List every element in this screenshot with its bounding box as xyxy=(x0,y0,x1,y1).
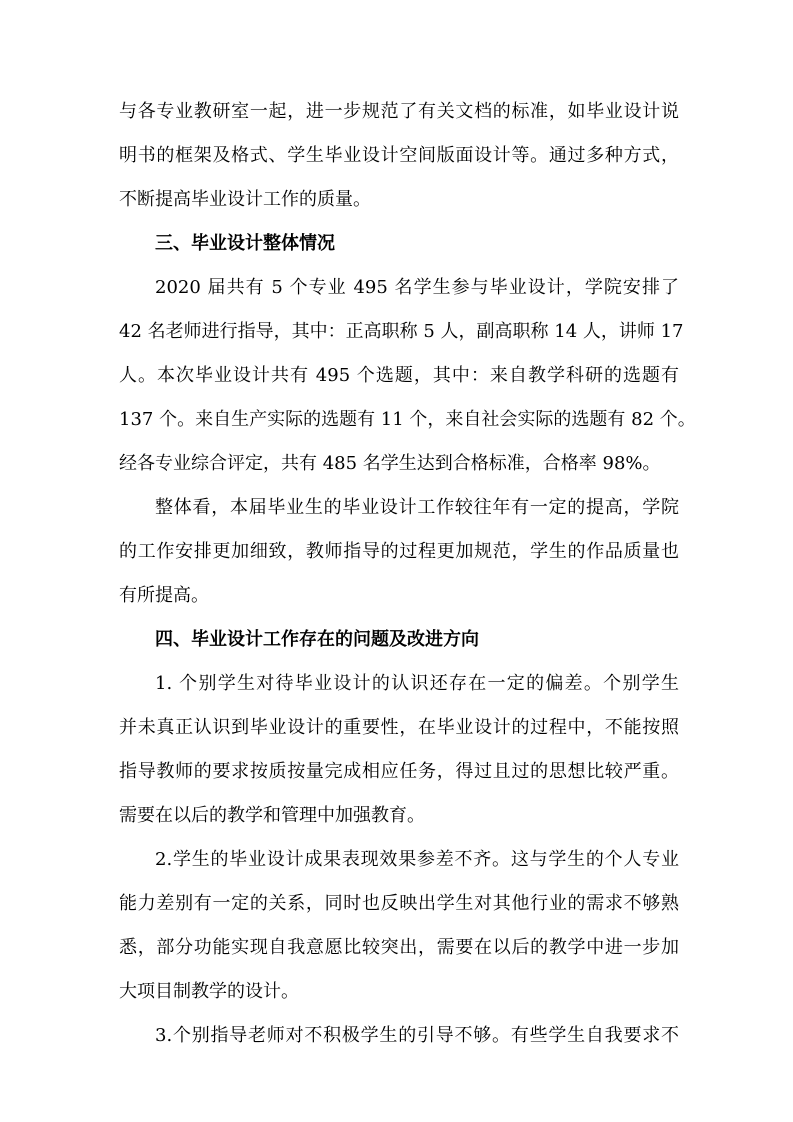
section-4-item-2-line-2: 能力差别有一定的关系，同时也反映出学生对其他行业的需求不够熟 xyxy=(119,893,679,914)
section-4-item-1-line-2: 并未真正认识到毕业设计的重要性，在毕业设计的过程中，不能按照 xyxy=(119,717,679,738)
section-4-item-1-line-3: 指导教师的要求按质按量完成相应任务，得过且过的思想比较严重。 xyxy=(119,761,679,782)
section-3-para-2-line-1: 整体看，本届毕业生的毕业设计工作较往年有一定的提高，学院 xyxy=(155,497,679,518)
section-3-para-1-line-3: 人。本次毕业设计共有 495 个选题，其中：来自教学科研的选题有 xyxy=(119,365,679,386)
section-3-para-2-line-2: 的工作安排更加细致，教师指导的过程更加规范，学生的作品质量也 xyxy=(119,541,679,562)
section-4-item-1-line-1: 1. 个别学生对待毕业设计的认识还存在一定的偏差。个别学生 xyxy=(155,673,679,694)
section-4-item-3-line-1: 3.个别指导老师对不积极学生的引导不够。有些学生自我要求不 xyxy=(155,1025,679,1046)
section-4-item-2-line-1: 2.学生的毕业设计成果表现效果参差不齐。这与学生的个人专业 xyxy=(155,849,679,870)
section-3-heading: 三、毕业设计整体情况 xyxy=(155,233,335,254)
section-3-para-2-line-3: 有所提高。 xyxy=(119,585,209,606)
section-4-item-2-line-3: 悉，部分功能实现自我意愿比较突出，需要在以后的教学中进一步加 xyxy=(119,937,679,958)
intro-line-1: 与各专业教研室一起，进一步规范了有关文档的标准，如毕业设计说 xyxy=(119,101,679,122)
section-4-heading: 四、毕业设计工作存在的问题及改进方向 xyxy=(155,629,479,650)
section-4-item-2-line-4: 大项目制教学的设计。 xyxy=(119,981,299,1002)
section-3-para-1-line-5: 经各专业综合评定，共有 485 名学生达到合格标准，合格率 98%。 xyxy=(119,453,661,474)
section-4-item-1-line-4: 需要在以后的教学和管理中加强教育。 xyxy=(119,805,425,826)
section-3-para-1-line-2: 42 名老师进行指导，其中：正高职称 5 人，副高职称 14 人，讲师 17 xyxy=(119,321,684,342)
section-3-para-1-line-1: 2020 届共有 5 个专业 495 名学生参与毕业设计，学院安排了 xyxy=(155,277,679,298)
intro-line-3: 不断提高毕业设计工作的质量。 xyxy=(119,189,371,210)
section-3-para-1-line-4: 137 个。来自生产实际的选题有 11 个，来自社会实际的选题有 82 个。 xyxy=(119,409,696,430)
intro-line-2: 明书的框架及格式、学生毕业设计空间版面设计等。通过多种方式， xyxy=(119,145,679,166)
